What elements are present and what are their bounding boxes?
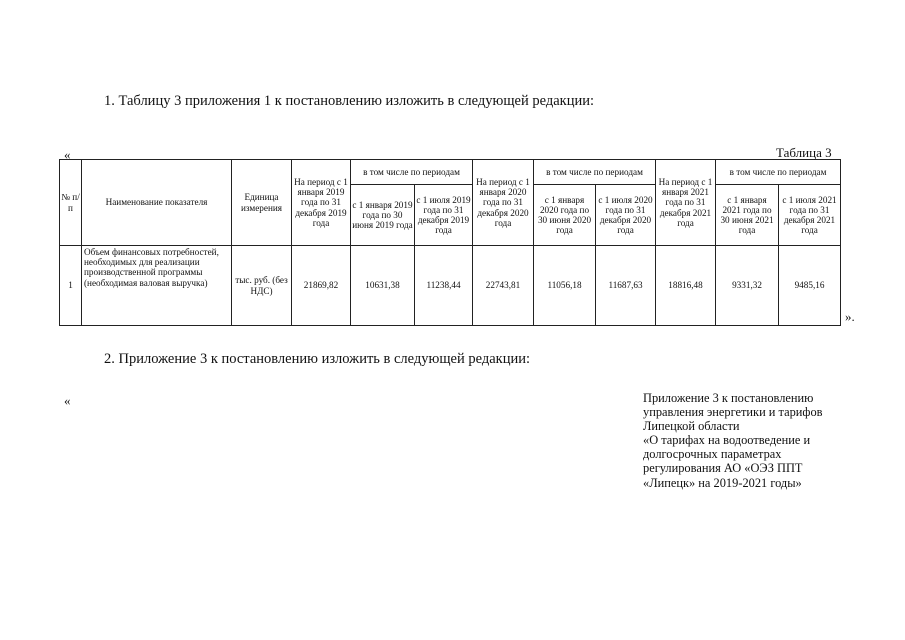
header-period-2019: На период с 1 января 2019 года по 31 декабря 2019 года	[292, 160, 351, 246]
appendix-line: Липецкой области	[643, 419, 740, 434]
header-incl-2020: в том числе по периодам	[534, 160, 656, 185]
header-incl-2021: в том числе по периодам	[716, 160, 841, 185]
open-quote: «	[64, 147, 71, 162]
header-2021-h2: с 1 июля 2021 года по 31 декабря 2021 года	[779, 185, 841, 246]
table-row	[60, 246, 841, 326]
header-incl-2019: в том числе по периодам	[351, 160, 473, 185]
paragraph-1: 1. Таблицу 3 приложения 1 к постановлению изложить в следующей редакции:	[104, 93, 594, 109]
appendix-line: долгосрочных параметрах	[643, 447, 782, 462]
table-caption: Таблица 3	[776, 145, 832, 160]
value-2019-h2: 11238,44	[415, 246, 473, 326]
value-2021-h1: 9331,32	[716, 246, 779, 326]
appendix-heading	[643, 391, 823, 490]
tariff-table	[59, 159, 841, 326]
header-unit: Единица измерения	[232, 160, 292, 246]
value-2019-h1: 10631,38	[351, 246, 415, 326]
value-2021: 18816,48	[656, 246, 716, 326]
appendix-line: регулирования АО «ОЭЗ ППТ	[643, 461, 803, 476]
appendix-line: Приложение 3 к постановлению	[643, 391, 814, 405]
header-2019-h2: с 1 июля 2019 года по 31 декабря 2019 года	[415, 185, 473, 246]
header-2019-h1: с 1 января 2019 года по 30 июня 2019 года	[351, 185, 415, 246]
header-period-2020: На период с 1 января 2020 года по 31 декабря 2020 года	[473, 160, 534, 246]
appendix-line: «О тарифах на водоотведение и	[643, 433, 811, 448]
row-indicator-name: Объем финансовых потребностей, необходимых для реализации производственной программы (необходимая валовая выручка)	[82, 246, 232, 326]
header-period-2021: На период с 1 января 2021 года по 31 декабря 2021 года	[656, 160, 716, 246]
row-num: 1	[60, 246, 82, 326]
header-num: № п/п	[60, 160, 82, 246]
value-2019: 21869,82	[292, 246, 351, 326]
header-2020-h2: с 1 июля 2020 года по 31 декабря 2020 года	[596, 185, 656, 246]
value-2020: 22743,81	[473, 246, 534, 326]
paragraph-2: 2. Приложение 3 к постановлению изложить в следующей редакции:	[104, 351, 531, 367]
header-name: Наименование показателя	[82, 160, 232, 246]
value-2020-h1: 11056,18	[534, 246, 596, 326]
close-quote: ».	[845, 309, 855, 324]
appendix-line: управления энергетики и тарифов	[643, 405, 823, 420]
table-header-row-1	[60, 160, 841, 185]
open-quote-2: «	[64, 393, 71, 408]
appendix-line: «Липецк» на 2019-2021 годы»	[643, 475, 802, 490]
row-unit: тыс. руб. (без НДС)	[232, 246, 292, 326]
value-2020-h2: 11687,63	[596, 246, 656, 326]
header-2021-h1: с 1 января 2021 года по 30 июня 2021 года	[716, 185, 779, 246]
header-2020-h1: с 1 января 2020 года по 30 июня 2020 года	[534, 185, 596, 246]
value-2021-h2: 9485,16	[779, 246, 841, 326]
